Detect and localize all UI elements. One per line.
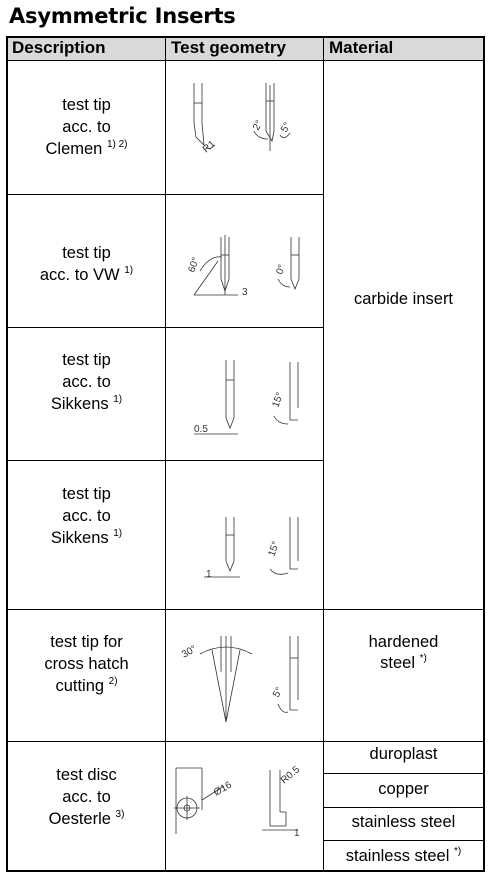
svg-text:R1: R1 <box>200 138 218 156</box>
svg-text:0°: 0° <box>274 263 289 277</box>
svg-text:60°: 60° <box>186 256 202 275</box>
header-description: Description <box>12 38 106 57</box>
svg-text:3: 3 <box>242 287 248 298</box>
svg-text:1: 1 <box>206 569 212 580</box>
svg-text:0.5: 0.5 <box>194 424 208 435</box>
svg-text:5°: 5° <box>279 120 294 135</box>
geometry-sikkens-2-drawing <box>166 461 323 609</box>
svg-text:1: 1 <box>294 828 300 839</box>
material-hardened-steel: hardened steel *) <box>368 633 439 672</box>
svg-text:15°: 15° <box>270 391 286 410</box>
material-stainless-steel-2: stainless steel *) <box>345 846 462 865</box>
svg-text:Ø16: Ø16 <box>212 779 234 799</box>
material-copper: copper <box>378 780 429 798</box>
geometry-cross-hatch-drawing <box>166 610 323 741</box>
material-stainless-steel-1: stainless steel <box>351 813 456 831</box>
header-material: Material <box>329 38 394 57</box>
description-clemen: test tip acc. to Clemen $^{1) 2)}$ <box>45 96 128 158</box>
description-cross-hatch: test tip for cross hatch cutting $^{2)}$ <box>44 633 129 695</box>
description-oesterle: test disc acc. to Oesterle $^{3)}$ <box>48 766 125 828</box>
svg-text:2°: 2° <box>251 118 266 133</box>
description-sikkens-1: test tip acc. to Sikkens $^{1)}$ <box>50 351 123 413</box>
svg-text:5°: 5° <box>271 685 286 700</box>
material-duroplast: duroplast <box>369 745 438 763</box>
geometry-oesterle-drawing <box>166 742 323 870</box>
geometry-clemen-drawing <box>166 61 323 194</box>
geometry-vw-drawing <box>166 195 323 327</box>
description-sikkens-2: test tip acc. to Sikkens $^{1)}$ <box>50 485 123 547</box>
svg-text:15°: 15° <box>266 540 282 559</box>
geometry-sikkens-1-drawing <box>166 328 323 460</box>
svg-text:30°: 30° <box>180 643 199 661</box>
description-vw: test tip acc. to VW $^{1)}$ <box>39 244 134 284</box>
header-geometry: Test geometry <box>171 38 286 57</box>
svg-text:R0.5: R0.5 <box>278 764 303 787</box>
page-title: Asymmetric Inserts <box>9 4 236 28</box>
material-carbide-insert: carbide insert <box>353 290 454 308</box>
